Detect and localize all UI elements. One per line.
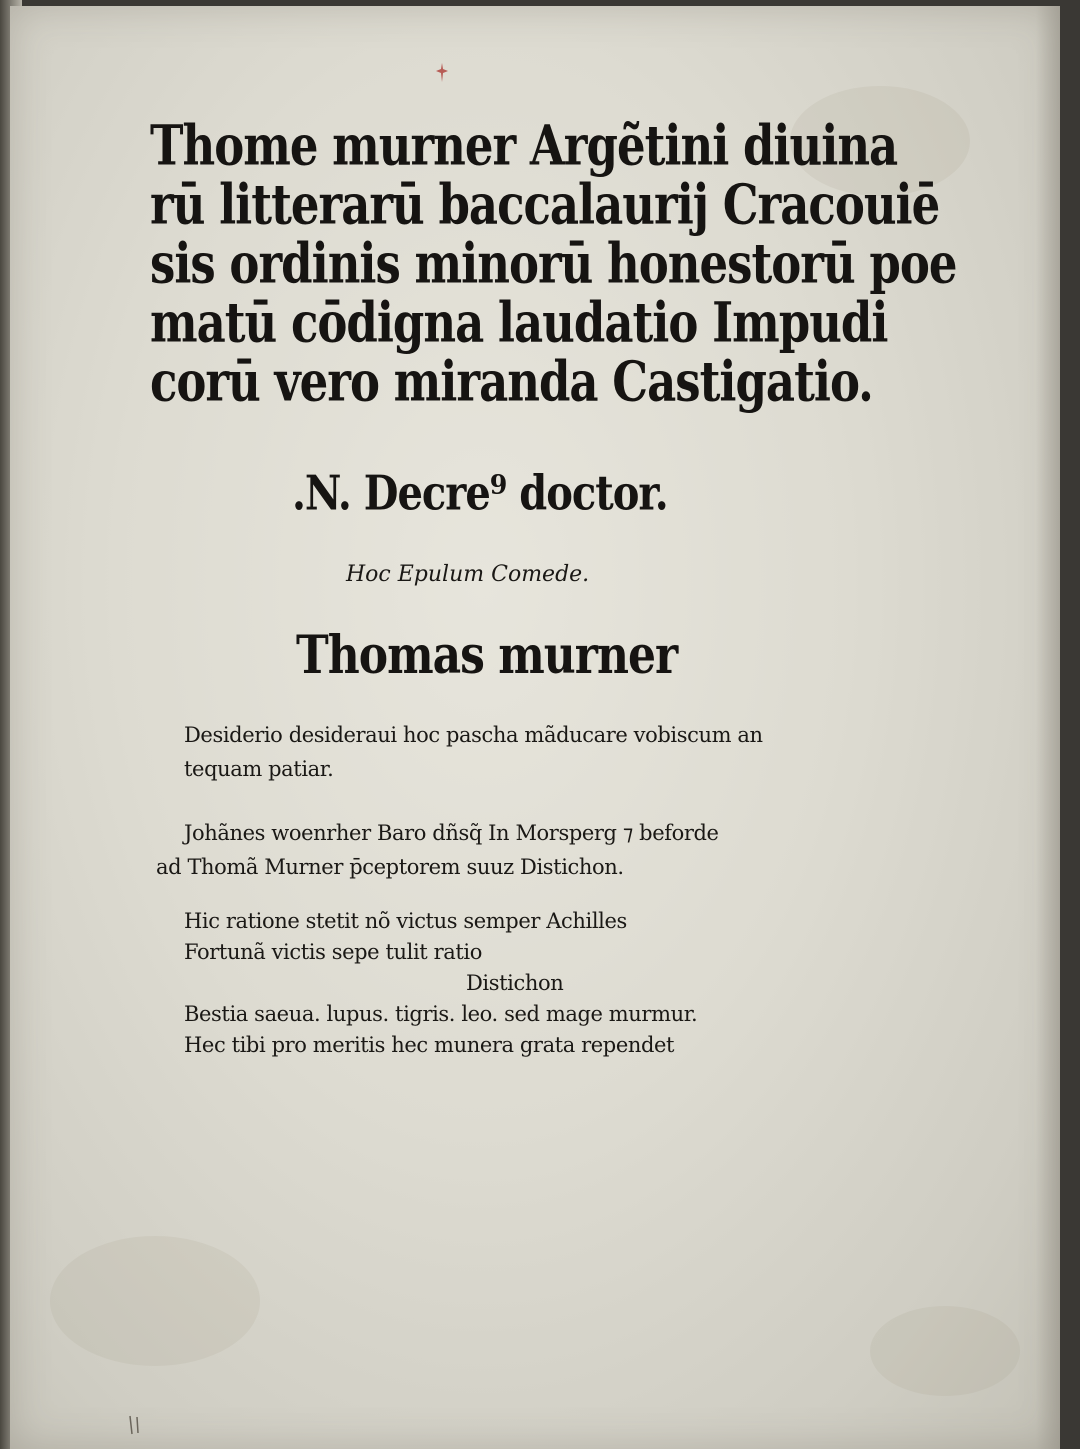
dedication-line: Johãnes woenrher Baro dñsq̃ In Morsperg ⁊ beforde xyxy=(184,821,719,845)
verse-line: Fortunã victis sepe tulit ratio xyxy=(184,940,482,964)
dedication-line: ad Thomã Murner p̄ceptorem suuz Distichon. xyxy=(156,855,624,879)
page-edge-shadow xyxy=(1036,6,1060,1449)
verse-heading: Distichon xyxy=(466,971,564,995)
degree-line: .N. Decre⁹ doctor. xyxy=(292,465,668,522)
verse-line: Hic ratione stetit nõ victus semper Achilles xyxy=(184,909,627,933)
quotation-paragraph xyxy=(184,718,763,786)
paper-stain xyxy=(870,1306,1020,1396)
verse-line: Bestia saeua. lupus. tigris. leo. sed mage murmur. xyxy=(184,1002,698,1026)
title-line: Thome murner Argẽtini diuina xyxy=(150,113,898,178)
title-line: matū cōdigna laudatio Impudi xyxy=(150,290,888,355)
quotation-line: tequam patiar. xyxy=(184,757,334,781)
ink-smudge-mark-icon xyxy=(434,62,450,84)
title-line: corū vero miranda Castigatio. xyxy=(150,349,873,414)
title-line: rū litterarū baccalaurij Cracouiē xyxy=(150,172,940,237)
author-name: Thomas murner xyxy=(296,624,678,686)
title-block xyxy=(150,113,957,414)
title-line: sis ordinis minorū honestorū poe xyxy=(150,231,957,296)
printed-page xyxy=(10,6,1060,1449)
paper-stain xyxy=(50,1236,260,1366)
motto-line: Hoc Epulum Comede. xyxy=(346,562,590,587)
verses-block xyxy=(184,906,697,1061)
quotation-line: Desiderio desideraui hoc pascha mãducare vobiscum an xyxy=(184,723,763,747)
pencil-mark-icon xyxy=(126,1414,144,1436)
verse-line: Hec tibi pro meritis hec munera grata rependet xyxy=(184,1033,675,1057)
dedication-paragraph xyxy=(156,816,719,884)
